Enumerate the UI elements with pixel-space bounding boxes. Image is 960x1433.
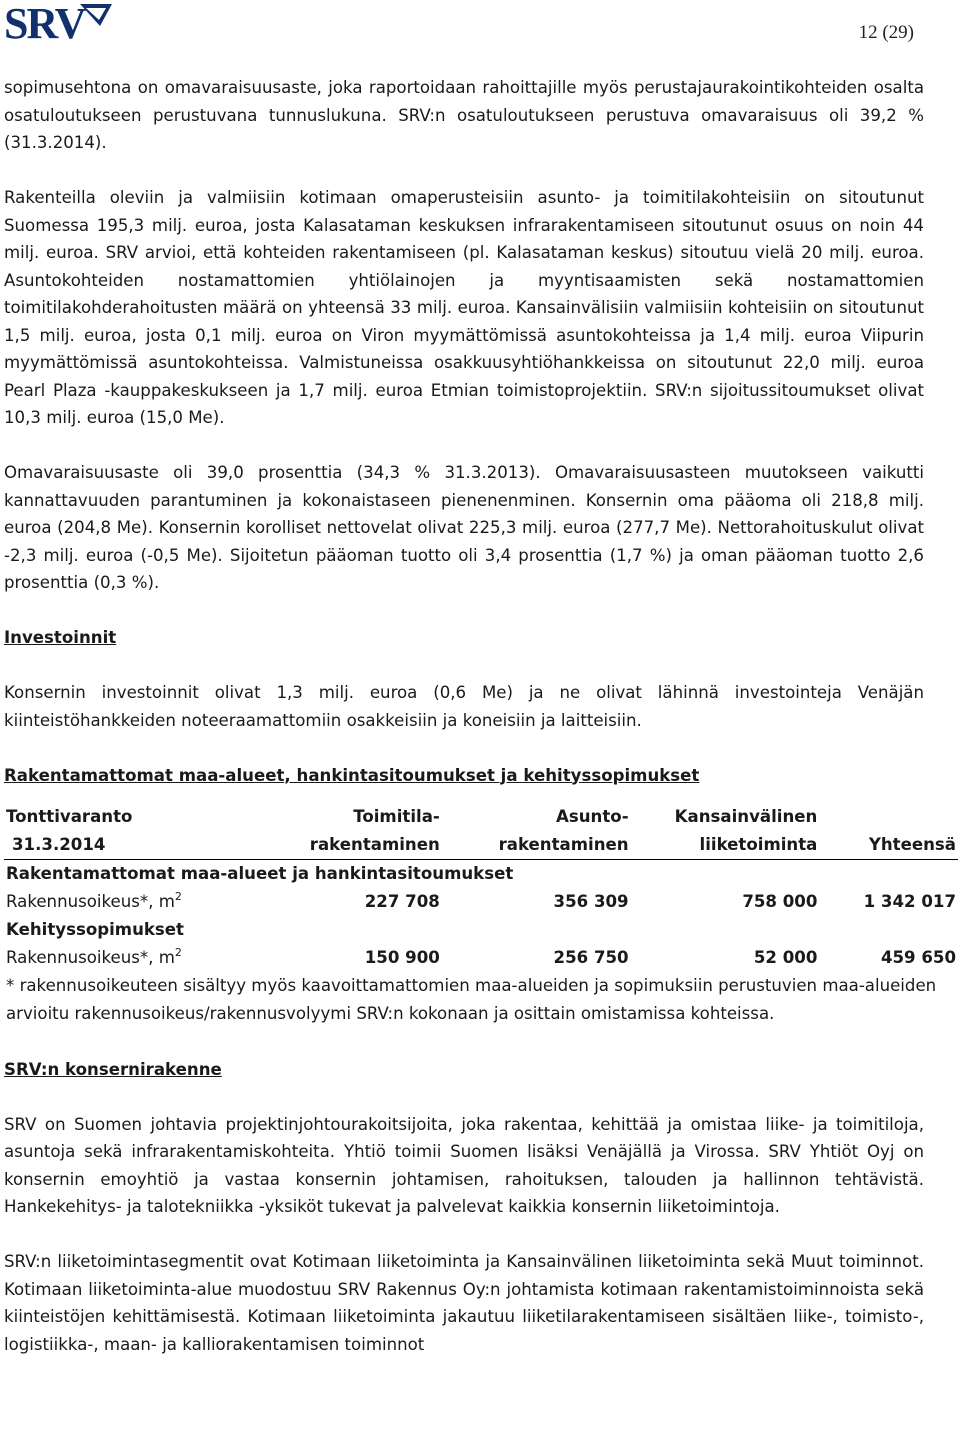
table-row [4,888,958,916]
page-header [0,0,960,56]
col-header-rakentaminen-2: rakentaminen [442,831,631,860]
paragraph-equity-ratio: Omavaraisuusaste oli 39,0 prosenttia (34,3 % 31.3.2013). Omavaraisuusasteen muutokseen vaikutti kannattavuuden parantuminen ja kokonaistaseen pienenenminen. Konsernin oma pääoma oli 218,8 milj. euroa (204,8 Me). Konsernin korolliset nettovelat olivat 225,3 milj. euroa (277,7 Me). Nettorahoituskulut olivat -2,3 milj. euroa (-0,5 Me). Sijoitetun pääoman tuotto oli 3,4 prosenttia (1,7 %) ja oman pääoman tuotto 2,6 prosenttia (0,3 %). [4,463,924,592]
paragraph-investments: Konsernin investoinnit olivat 1,3 milj. euroa (0,6 Me) ja ne olivat lähinnä investointeja Venäjän kiinteistöhankkeiden noteeraamattomiin osakkeisiin ja koneisiin ja laitteisiin. [4,683,924,730]
land-reserve-table [4,803,958,1028]
cell-total: 459 650 [880,948,956,967]
cell-value: 52 000 [753,948,818,967]
table-subheader-row [4,831,958,860]
heading-group-structure: SRV:n konsernirakenne [4,1059,222,1079]
table-section-row [4,916,958,944]
paragraph-company-overview: SRV on Suomen johtavia projektinjohtourakoitsijoita, joka rakentaa, kehittää ja omistaa liike- ja toimitiloja, asuntoja sekä infrarakentamiskohteita. Yhtiö toimii Suomen lisäksi Venäjällä ja Virossa. SRV Yhtiöt Oyj on konsernin emoyhtiö ja vastaa konsernin johtamisen, rahoituksen, talouden ja hallinnon tehtävistä. Hankekehitys- ja talotekniikka -yksiköt tukevat ja palvelevat kaikkia konsernin liiketoimintoja. [4,1114,924,1216]
logo-checkmark-icon [80,2,112,34]
col-header-rakentaminen-1: rakentaminen [275,831,442,860]
table-header-row [4,803,958,831]
paragraph-commitments: Rakenteilla oleviin ja valmiisiin kotimaan omaperusteisiin asunto- ja toimitilakohteisiin on sitoutunut Suomessa 195,3 milj. euroa, josta Kalasataman keskuksen infrarakentamiseen sitoutunut osuus on noin 44 milj. euroa. SRV arvioi, että kohteiden rakentamiseen (pl. Kalasataman keskus) sitoutuu vielä 20 milj. euroa. Asuntokohteiden nostamattomien yhtiölainojen ja myyntisaamisten sekä nostamattomien toimitilakohderahoitusten määrä on yhteensä 33 milj. euroa. Kansainvälisiin valmiisiin kohteisiin on sitoutunut 1,5 milj. euroa, josta 0,1 milj. euroa on Viron myymättömissä asuntokohteissa ja 1,4 milj. euroa Viipurin myymättömissä asuntokohteissa. Valmistuneissa osakkuusyhtiöhankkeissa on sitoutunut 22,0 milj. euroa Pearl Plaza -kauppakeskukseen ja 1,7 milj. euroa Etmian toimistoprojektiin. SRV:n sijoitussitoumukset olivat 10,3 milj. euroa (15,0 Me). [4,188,924,427]
document-body [4,74,956,1358]
col-header-tonttivaranto: Tonttivaranto [6,807,133,826]
section-unbuilt-land: Rakentamattomat maa-alueet ja hankintasitoumukset [6,864,514,883]
table-section-row [4,860,958,889]
paragraph-equity-ratio-definition: sopimusehtona on omavaraisuusaste, joka raportoidaan rahoittajille myös perustajaurakointikohteiden osalta osatuloutukseen perustuvana tunnuslukuna. SRV:n osatuloutukseen perustuva omavaraisuus oli 39,2 % (31.3.2014). [4,78,924,152]
logo-text: SRV [4,0,85,48]
table-footnote: * rakennusoikeuteen sisältyy myös kaavoittamattomien maa-alueiden ja sopimuksiin perustuvien maa-alueiden arvioitu rakennusoikeus/rakennusvolyymi SRV:n kokonaan ja osittain omistamissa kohteissa. [6,976,937,1023]
col-header-yhteensa: Yhteensä [819,831,958,860]
row-label: Rakennusoikeus*, $m^2$ [6,890,182,911]
cell-value: 227 708 [364,892,440,911]
col-header-asunto: Asunto- [556,807,629,826]
table-footnote-row [4,972,958,1028]
cell-value: 256 750 [553,948,629,967]
paragraph-business-segments: SRV:n liiketoimintasegmentit ovat Kotimaan liiketoiminta ja Kansainvälinen liiketoiminta sekä Muut toiminnot. Kotimaan liiketoiminta-alue muodostuu SRV Rakennus Oy:n johtamista kotimaan rakentamistoiminnoista sekä kiinteistöjen kehittämisestä. Kotimaan liiketoiminta jakautuu liiketilarakentamiseen sisältäen liike-, toimisto-, logistiikka-, maan- ja kalliorakentamisen toiminnot [4,1252,924,1354]
section-development-agreements: Kehityssopimukset [6,920,184,939]
col-header-date: 31.3.2014 [4,831,275,860]
heading-land-reserves: Rakentamattomat maa-alueet, hankintasitoumukset ja kehityssopimukset [4,765,700,785]
cell-total: 1 342 017 [863,892,956,911]
srv-logo [4,2,112,46]
cell-value: 150 900 [364,948,440,967]
table-row [4,944,958,972]
heading-investoinnit: Investoinnit [4,628,117,647]
cell-value: 356 309 [553,892,629,911]
cell-value: 758 000 [742,892,818,911]
col-header-kansainvalinen: Kansainvälinen [674,807,818,826]
row-label: Rakennusoikeus*, $m^2$ [6,946,182,967]
page-number: 12 (29) [858,22,914,43]
col-header-liiketoiminta: liiketoiminta [631,831,820,860]
col-header-toimitila: Toimitila- [353,807,440,826]
